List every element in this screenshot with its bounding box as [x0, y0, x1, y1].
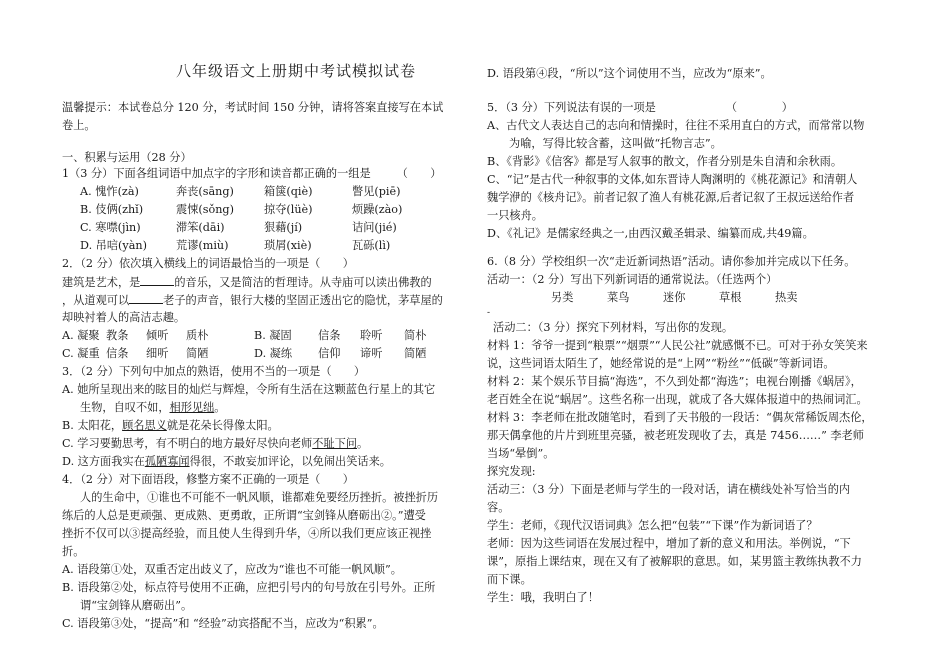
new-word: 菜鸟 — [607, 291, 630, 304]
question-4-option-d: D. 语段第④段，“所以”这个词使用不当，应改为“原来”。 — [487, 67, 772, 80]
question-5-option-c-line3: 一只核舟。 — [487, 209, 543, 222]
activity-3-heading-line1: 活动三：（3 分）下面是老师与学生的一段对话，请在横线处补写恰当的内 — [487, 483, 851, 496]
new-word: 草根 — [719, 291, 742, 304]
new-word: 另类 — [551, 291, 574, 304]
question-3-option-a-line2: 生物，自叹不如，相形见绌。 — [80, 401, 226, 414]
question-3-option-d: D. 这方面我实在孤陋寡闻得很，不敢妄加评论，以免闹出笑话来。 — [62, 455, 391, 468]
question-4-option-a: A. 语段第①处，双重否定出歧义了，应改为“谁也不可能一帆风顺”。 — [62, 563, 402, 576]
new-words-row — [551, 290, 797, 305]
question-4-passage-line4: 折。 — [62, 545, 85, 558]
question-2-stem: 2．（2 分）依次填入横线上的词语最恰当的一项是（ ） — [62, 257, 354, 270]
material-3-line2: 那天偶拿他的片片到班里亮骚，被老班发现收了去，真是 7456……” 李老师 — [487, 429, 864, 442]
page-title: 八年级语文上册期中考试模拟试卷 — [176, 62, 417, 80]
question-1-option-c: C. 寒噤(jìn) 滞笨(dāi) 狠藉(jí) 诘问(jié) — [80, 221, 397, 234]
activity-2-heading: 活动二：（3 分）探究下列材料，写出你的发现。 — [493, 321, 734, 334]
question-2-passage-line2: ，从道观可以 老子的声音，银行大楼的坚固正透出它的隐忧，茅草屋的 — [62, 294, 443, 307]
answer-line-dash: - — [487, 308, 491, 318]
section-heading: 一、积累与运用（28 分） — [62, 151, 192, 164]
question-5-option-a-line1: A、古代文人表达自己的志向和情操时，往往不采用直白的方式，而常常以物 — [487, 119, 865, 132]
question-4-passage-line2: 练后的人总是更顽强、更成熟、更勇敢，正所谓“宝剑锋从磨砺出②。”遭受 — [62, 509, 426, 522]
question-4-passage-line3: 挫折不仅可以③提高经验，而且使人生得到升华，④所以我们更应该正视挫 — [62, 527, 432, 540]
material-1-line1: 材料 1：爷爷一提到“粮票”“烟票”“人民公社”就感慨不已。可对于孙女笑笑来 — [487, 339, 868, 352]
question-3-option-b: B. 太阳花，顾名思义就是花朵长得像太阳。 — [62, 419, 279, 432]
fill-blank-1[interactable] — [140, 274, 174, 286]
question-5-stem: 5．（3 分）下列说法有误的一项是 （ ） — [487, 101, 793, 114]
question-2-passage-line1: 建筑是艺术，是 的音乐，又是简洁的哲理诗。从寺庙可以读出佛教的 — [62, 276, 432, 289]
material-3-line1: 材料 3：李老师在批改随笔时，看到了天书般的一段话：“偶灰常稀饭周杰伦， — [487, 411, 873, 424]
question-5-option-c-line1: C、“记”是古代一种叙事的文体,如东晋诗人陶渊明的《桃花源记》和清朝人 — [487, 173, 858, 186]
question-4-stem: 4．（2 分）对下面语段，修整方案不正确的一项是（ ） — [62, 473, 354, 486]
activity-3-heading-line2: 容。 — [487, 501, 510, 514]
dialogue-teacher-line1: 老师：因为这些词语在发展过程中，增加了新的意义和用法。举例说，“下 — [487, 537, 851, 550]
discovery-label: 探究发现: — [487, 465, 536, 478]
question-5-option-d: D、《礼记》是儒家经典之一,由西汉戴圣辑录、编纂而成,共49篇。 — [487, 227, 814, 240]
dialogue-student-1: 学生：老师，《现代汉语词典》怎么把“包装”“下课”作为新词语了？ — [487, 519, 818, 532]
question-4-passage-line1: 人的生命中，①谁也不可能不一帆风顺，谁都难免要经历挫折。被挫折历 — [80, 491, 439, 504]
question-4-option-b-line1: B. 语段第②处，标点符号使用不正确，应把引号内的句号放在引号外。正所 — [62, 581, 436, 594]
question-3-option-c: C. 学习要勤思考，有不明白的地方最好尽快向老师不耻下问。 — [62, 437, 369, 450]
question-1-option-d: D. 吊唁(yàn) 荒谬(miù) 琐屑(xiè) 瓦砾(lì) — [80, 239, 391, 252]
question-2-passage-line3: 却映衬着人的高洁志趣。 — [62, 311, 186, 324]
new-word: 热卖 — [775, 291, 798, 304]
material-3-line3: 当场“晕倒”。 — [487, 447, 555, 460]
question-6-stem: 6.（8 分）学校组织一次“走近新词热语”活动。请你参加并完成以下任务。 — [487, 255, 856, 268]
dialogue-teacher-line3: 而下课。 — [487, 573, 532, 586]
fill-blank-2[interactable] — [129, 292, 163, 304]
question-1-option-b: B. 伎俩(zhǐ) 震悚(sǒng) 掠夺(lüè) 烦躁(zào) — [80, 203, 403, 216]
material-1-line2: 说，这些词语太陌生了，她经常说的是“上网”“粉丝”“低碳”等新词语。 — [487, 357, 835, 370]
activity-1-heading: 活动一：（2 分）写出下列新词语的通常说法。（任选两个） — [487, 273, 778, 286]
question-2-options-ab: A. 凝聚 教条 倾听 质朴 B. 凝固 信条 聆听 简朴 — [62, 329, 427, 342]
question-5-option-c-line2: 魏学洢的《核舟记》。前者记叙了渔人有桃花源,后者记叙了王叔远送给作者 — [487, 191, 855, 204]
dialogue-student-2: 学生：哦，我明白了！ — [487, 591, 599, 604]
material-2-line1: 材料 2：某个娱乐节目搞“海选”，不久到处都“海选”；电视台刚播《蜗居》， — [487, 375, 862, 388]
exam-tip-line1: 温馨提示：本试卷总分 120 分，考试时间 150 分钟，请将答案直接写在本试 — [62, 101, 444, 114]
question-1-option-a: A. 愧怍(zà) 奔丧(sāng) 箱箧(qiè) 瞥见(piē) — [80, 185, 401, 198]
question-4-option-c: C. 语段第③处，“提高”和 “经验”动宾搭配不当，应改为“积累”。 — [62, 617, 384, 630]
question-3-stem: 3．（2 分）下列句中加点的熟语，使用不当的一项是（ ） — [62, 365, 366, 378]
material-2-line2: 老百姓全在说“蜗居”。这些名称一出现，就成了各大媒体报道中的热闹词汇。 — [487, 393, 868, 406]
question-2-options-cd: C. 凝重 信条 细听 简陋 D. 凝练 信仰 谛听 简陋 — [62, 347, 427, 360]
question-4-option-b-line2: 谓“宝剑锋从磨砺出”。 — [80, 599, 193, 612]
question-3-option-a-line1: A. 她所呈现出来的眩目的灿烂与辉煌，令所有生活在这颗蓝色行星上的其它 — [62, 383, 436, 396]
exam-tip-line2: 卷上。 — [62, 119, 96, 132]
question-5-option-b: B、《背影》《信客》都是写人叙事的散文，作者分别是朱自清和余秋雨。 — [487, 155, 843, 168]
new-word: 迷你 — [663, 291, 686, 304]
question-1-stem: 1（3 分）下面各组词语中加点字的字形和读音都正确的一组是 （ ） — [62, 167, 442, 180]
dialogue-teacher-line2: 课”，原指上课结束，现在又有了被解职的意思。如，某男篮主教练执教不力 — [487, 555, 862, 568]
question-5-option-a-line2: 为喻，写得比较含蓄，这叫做“托物言志”。 — [509, 137, 722, 150]
